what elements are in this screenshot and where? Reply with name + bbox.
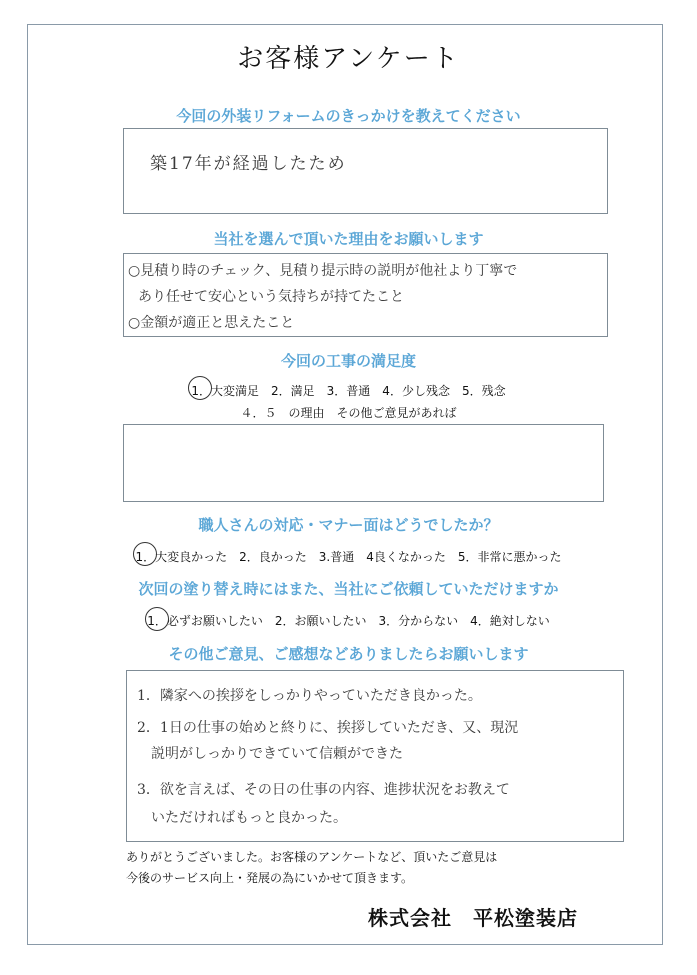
- q1-answer-text: 築17年が経過したため: [150, 154, 347, 174]
- company-name: 株式会社 平松塗装店: [368, 906, 578, 930]
- q2-answer-box: [123, 253, 608, 337]
- q4-heading: 職人さんの対応・マナー面はどうでしたか？: [198, 516, 499, 534]
- q2-answer-line2: あり任せて安心という気持ちが持てたこと: [138, 289, 404, 305]
- q6-heading: その他ご意見、ご感想などありましたらお願いします: [168, 645, 529, 663]
- q3-answer-box: [123, 424, 604, 502]
- q4-options: 1．大変良かった 2．良かった 3.普通 4良くなかった 5．非常に悪かった: [135, 550, 562, 564]
- q2-answer-line1: ○見積り時のチェック、見積り提示時の説明が他社より丁寧で: [128, 263, 518, 279]
- q1-answer-box: [123, 128, 608, 214]
- page-title: お客様アンケート: [237, 44, 460, 74]
- q6-answer-box: [126, 670, 624, 842]
- q5-heading: 次回の塗り替え時にはまた、当社にご依頼していただけますか: [138, 580, 559, 598]
- q2-heading: 当社を選んで頂いた理由をお願いします: [213, 230, 484, 248]
- q6-answer-line1: 1．隣家への挨拶をしっかりやっていただき良かった。: [137, 688, 482, 704]
- q6-answer-line2: 2．1日の仕事の始めと終りに、挨拶していただき、又、現況: [137, 720, 519, 736]
- thanks-line1: ありがとうございました。お客様のアンケートなど、頂いたご意見は: [126, 850, 498, 864]
- q4-selected-circle: [133, 542, 157, 566]
- q3-heading: 今回の工事の満足度: [280, 352, 416, 370]
- q2-answer-line3: ○金額が適正と思えたこと: [128, 315, 295, 331]
- thanks-line2: 今後のサービス向上・発展の為にいかせて頂きます。: [126, 871, 414, 885]
- q5-options: 1．必ずお願いしたい 2．お願いしたい 3．分からない 4．絶対しない: [147, 614, 550, 628]
- q6-answer-line3: 説明がしっかりできていて信頼ができた: [151, 746, 403, 762]
- q6-answer-line5: いただければもっと良かった。: [151, 810, 347, 826]
- q3-sub-label: ４．５ の理由 その他ご意見があれば: [240, 406, 457, 420]
- q1-heading: 今回の外装リフォームのきっかけを教えてください: [176, 107, 521, 125]
- q3-selected-circle: [188, 376, 212, 400]
- q6-answer-line4: 3．欲を言えば、その日の仕事の内容、進捗状況をお教えて: [137, 782, 510, 798]
- q5-selected-circle: [145, 607, 169, 631]
- q3-options: 1．大変満足 2．満足 3．普通 4．少し残念 5．残念: [191, 384, 506, 398]
